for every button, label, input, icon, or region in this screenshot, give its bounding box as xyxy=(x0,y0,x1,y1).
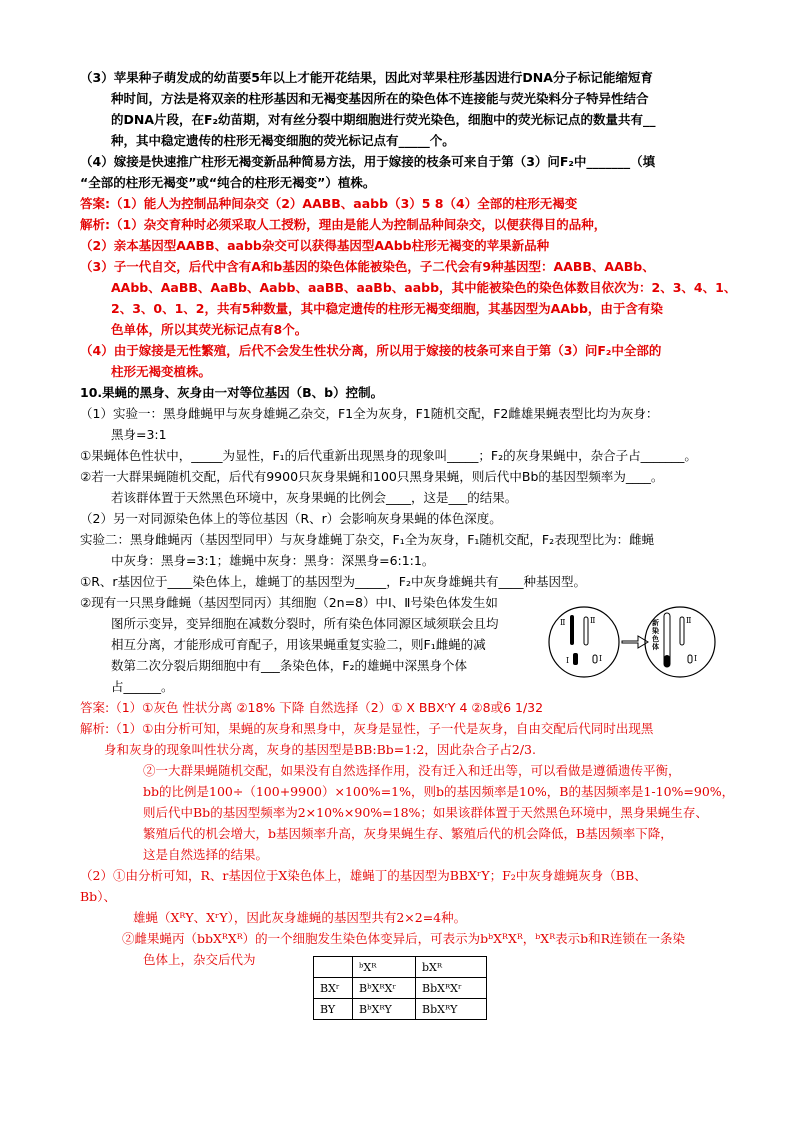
table-row xyxy=(314,999,487,1020)
text-line-l26: ②现有一只黑身雌蝇（基因型同丙）其细胞（2n=8）中Ⅰ、Ⅱ号染色体发生如 xyxy=(80,595,498,610)
label-ii-variant: Ⅱ xyxy=(686,616,692,625)
cross-result-table xyxy=(313,956,487,1020)
text-line-l32: 解析:（1）①由分析可知，果蝇的灰身和黑身中，灰身是显性，子一代是灰身，自由交配后代同时出现黑 xyxy=(80,721,654,736)
text-line-l15: 柱形无褐变植株。 xyxy=(111,364,212,379)
text-line-l09: （2）亲本基因型AABB、aabb杂交可以获得基因型AAbb柱形无褐变的苹果新品种 xyxy=(80,238,550,253)
label-i-variant: Ⅰ xyxy=(694,654,698,663)
chromosome-ii-a xyxy=(570,615,574,645)
text-line-l35: bb的比例是100÷（100+9900）×100%=1%，则b的基因频率是10%，B的基因频率是1-10%=90%， xyxy=(143,784,735,799)
table-cell: ᵇXᴿ xyxy=(353,957,416,978)
text-line-l17: （1）实验一：黑身雌蝇甲与灰身雄蝇乙杂交，F1全为灰身，F1随机交配，F2雌雄果蝇表型比均为灰身： xyxy=(80,406,659,421)
chromosome-i-a xyxy=(573,653,578,665)
table-row xyxy=(314,978,487,999)
text-line-l23: 实验二：黑身雌蝇丙（基因型同甲）与灰身雄蝇丁杂交，F₁全为灰身，F₁随机交配，F₂表现型比为：雌蝇 xyxy=(80,532,655,547)
table-cell: BᵇXᴿXʳ xyxy=(353,978,416,999)
text-line-l34: ②一大群果蝇随机交配，如果没有自然选择作用，没有迁入和迁出等，可以看做是遵循遗传平衡， xyxy=(143,763,681,778)
text-line-l12: 2、3、0、1、2，共有5种数量，其中稳定遗传的柱形无褐变细胞，其基因型为AAbb，由于含有染 xyxy=(111,301,663,316)
text-line-l31: 答案:（1）①灰色 性状分离 ②18% 下降 自然选择（2）① X BBXʳY 4 ②8或6 1/32 xyxy=(80,700,544,715)
text-line-l39: （2）①由分析可知，R、r基因位于X染色体上，雄蝇丁的基因型为BBXʳY；F₂中灰身雄蝇灰身（BB、 xyxy=(80,868,647,883)
chromosome-ii-variant xyxy=(680,617,684,645)
text-line-l10: （3）子一代自交，后代中含有A和b基因的染色体能被染色，子二代会有9种基因型：AABB、AABb、 xyxy=(80,259,655,274)
table-cell: BXʳ xyxy=(314,978,353,999)
table-cell: BbXᴿXʳ xyxy=(416,978,487,999)
text-line-l43: 色体上，杂交后代为 xyxy=(143,952,256,967)
text-line-l14: （4）由于嫁接是无性繁殖，后代不会发生性状分离，所以用于嫁接的枝条可来自于第（3）问F₂中全部的 xyxy=(80,343,662,358)
text-line-l03: 的DNA片段，在F₂幼苗期，对有丝分裂中期细胞进行荧光染色，细胞中的荧光标记点的数量共有__ xyxy=(111,112,656,127)
table-cell: BY xyxy=(314,999,353,1020)
text-line-l13: 色单体，所以其荧光标记点有8个。 xyxy=(111,322,308,337)
text-line-l20: ②若一大群果蝇随机交配，后代有9900只灰身果蝇和100只黑身果蝇，则后代中Bb的基因型频率为____。 xyxy=(80,469,664,484)
label-ii-1: Ⅱ xyxy=(560,618,566,627)
text-line-l02: 种时间，方法是将双亲的柱形基因和无褐变基因所在的染色体不连接能与荧光染料分子特异性结合 xyxy=(111,91,649,106)
text-line-l18: 黑身=3:1 xyxy=(111,427,167,442)
text-line-l36: 则后代中Bb的基因型频率为2×10%×90%=18%；如果该群体置于天然黑色环境中，黑身果蝇生存、 xyxy=(143,805,708,820)
table-cell: BbXᴿY xyxy=(416,999,487,1020)
label-i-2: Ⅰ xyxy=(599,654,603,663)
table-header-row xyxy=(314,957,487,978)
text-line-l37: 繁殖后代的机会增大，b基因频率升高，灰身果蝇生存、繁殖后代的机会降低，B基因频率下降， xyxy=(143,826,673,841)
chromosome-i-variant xyxy=(688,655,692,663)
text-line-l38: 这是自然选择的结果。 xyxy=(143,847,269,862)
text-line-l29: 数第二次分裂后期细胞中有___条染色体，F₂的雄蝇中深黑身个体 xyxy=(111,658,467,673)
text-line-l28: 相互分离，才能形成可育配子，用该果蝇重复实验二，则F₁雌蝇的减 xyxy=(111,637,486,652)
new-chromosome-dark xyxy=(664,655,670,667)
text-line-l11: AAbb、AaBB、AaBb、Aabb、aaBB、aaBb、aabb，其中能被染色的染色体数目依次为：2、3、4、1、 xyxy=(111,280,737,295)
text-line-l22: （2）另一对同源染色体上的等位基因（R、r）会影响灰身果蝇的体色深度。 xyxy=(80,511,502,526)
label-new-chromosome: 新染色体 xyxy=(652,619,659,651)
chromosome-variation-figure xyxy=(548,601,716,683)
table-cell: bXᴿ xyxy=(416,957,487,978)
text-line-l07: 答案:（1）能人为控制品种间杂交（2）AABB、aabb（3）5 8（4）全部的柱形无褐变 xyxy=(80,196,578,211)
text-line-l19: ①果蝇体色性状中，_____为显性，F₁的后代重新出现黑身的现象叫_____；F₂的灰身果蝇中，杂合子占_______。 xyxy=(80,448,697,463)
label-i-1: Ⅰ xyxy=(566,656,570,665)
text-line-l33: 身和灰身的现象叫性状分离，灰身的基因型是BB:Bb=1:2，因此杂合子占2/3. xyxy=(104,742,536,757)
text-line-l16: 10.果蝇的黑身、灰身由一对等位基因（B、b）控制。 xyxy=(80,385,384,400)
chromosome-ii-b xyxy=(584,617,588,645)
text-line-l41: 雄蝇（XᴿY、XʳY），因此灰身雄蝇的基因型共有2×2=4种。 xyxy=(133,910,467,925)
table-cell: BᵇXᴿY xyxy=(353,999,416,1020)
text-line-l21: 若该群体置于天然黑色环境中，灰身果蝇的比例会____，这是___的结果。 xyxy=(111,490,518,505)
arrow-icon xyxy=(622,636,648,648)
table-cell xyxy=(314,957,353,978)
text-line-l08: 解析:（1）杂交育种时必须采取人工授粉，理由是能人为控制品种间杂交，以便获得目的品种， xyxy=(80,217,607,232)
text-line-l42: ②雌果蝇丙（bbXᴿXᴿ）的一个细胞发生染色体变异后，可表示为bᵇXᴿXᴿ，ᵇXᴿ表示b和R连锁在一条染 xyxy=(122,931,686,946)
text-line-l25: ①R、r基因位于____染色体上，雄蝇丁的基因型为_____，F₂中灰身雄蝇共有____种基因型。 xyxy=(80,574,586,589)
text-line-l04: 种，其中稳定遗传的柱形无褐变细胞的荧光标记点有_____个。 xyxy=(111,133,455,148)
text-line-l24: 中灰身：黑身=3:1；雄蝇中灰身：黑身：深黑身=6:1:1。 xyxy=(111,553,435,568)
text-line-l06: “全部的柱形无褐变”或“纯合的柱形无褐变”）植株。 xyxy=(80,175,376,190)
text-line-l30: 占______。 xyxy=(111,679,174,694)
chromosome-i-b xyxy=(593,655,597,663)
label-ii-2: Ⅱ xyxy=(590,616,596,625)
text-line-l05: （4）嫁接是快速推广柱形无褐变新品种简易方法，用于嫁接的枝条可来自于第（3）问F₂中_______（填 xyxy=(80,154,656,169)
text-line-l27: 图所示变异，变异细胞在减数分裂时，所有染色体同源区域须联会且均 xyxy=(111,616,499,631)
text-line-l01: （3）苹果种子萌发成的幼苗要5年以上才能开花结果，因此对苹果柱形基因进行DNA分子标记能缩短育 xyxy=(80,70,653,85)
text-line-l40: Bb）、 xyxy=(80,889,116,904)
